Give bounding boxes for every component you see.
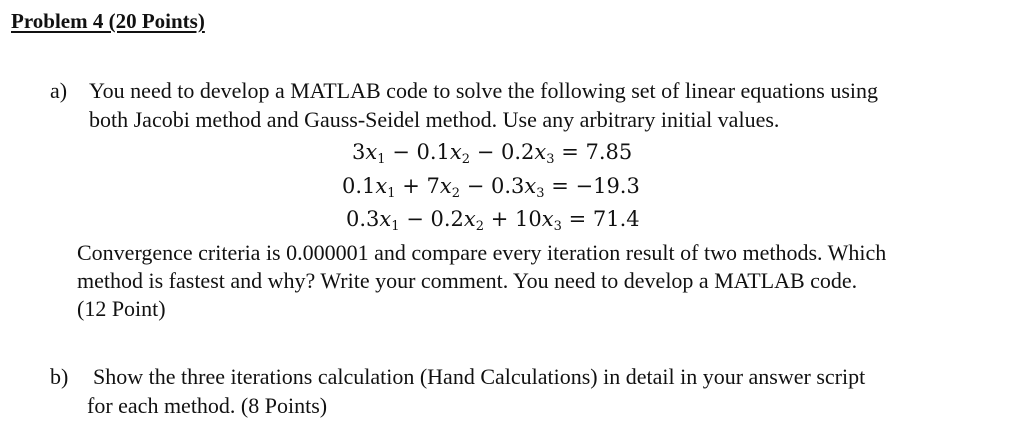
eq3-rhs: 71.4 <box>592 207 640 231</box>
eq1-coef-x1: 3 <box>352 140 366 164</box>
eq2-op1: + <box>402 174 420 198</box>
eq2-coef-x1: 0.1 <box>342 174 376 198</box>
part-a-body-line-2: method is fastest and why? Write your comment. You need to develop a MATLAB code. <box>77 268 858 293</box>
eq1-coef-x3: 0.2 <box>501 140 535 164</box>
eq2-op2: − <box>466 174 485 198</box>
part-b-label: b) <box>50 364 69 389</box>
part-b-line-2: for each method. (8 Points) <box>87 393 328 418</box>
eq3-coef-x1: 0.3 <box>346 207 380 231</box>
eq2-coef-x3: 0.3 <box>491 174 525 198</box>
part-a-intro-line-2: both Jacobi method and Gauss-Seidel method. Use any arbitrary initial values. <box>89 107 780 132</box>
eq1-rhs: 7.85 <box>585 140 633 164</box>
equation-1: $3x_1 - 0.1x_2 - 0.2x_3 = 7.85$ <box>352 140 633 167</box>
eq2-rhs: −19.3 <box>575 174 640 198</box>
eq3-op2: + <box>490 207 509 231</box>
part-a-body-line-3: (12 Point) <box>77 296 166 321</box>
equation-2: $0.1x_1 + 7x_2 - 0.3x_3 = -19.3$ <box>342 174 640 201</box>
part-a-label: a) <box>50 78 68 103</box>
eq1-coef-x2: 0.1 <box>416 140 450 164</box>
part-a-body-line-1: Convergence criteria is 0.000001 and compare every iteration result of two methods. Which <box>77 240 887 265</box>
eq3-coef-x3: 10 <box>515 207 542 231</box>
part-a-intro-line-1: You need to develop a MATLAB code to solve the following set of linear equations using <box>89 78 879 103</box>
equation-3: $0.3x_1 - 0.2x_2 + 10x_3 = 71.4$ <box>346 207 640 234</box>
eq1-op2: − <box>476 140 495 164</box>
eq1-op1: − <box>392 140 410 164</box>
eq3-op1: − <box>406 207 424 231</box>
part-b-line-1: Show the three iterations calculation (Hand Calculations) in detail in your answer script <box>93 364 866 389</box>
eq3-coef-x2: 0.2 <box>430 207 464 231</box>
problem-title: Problem 4 (20 Points) <box>11 9 205 33</box>
eq2-coef-x2: 7 <box>426 174 440 198</box>
